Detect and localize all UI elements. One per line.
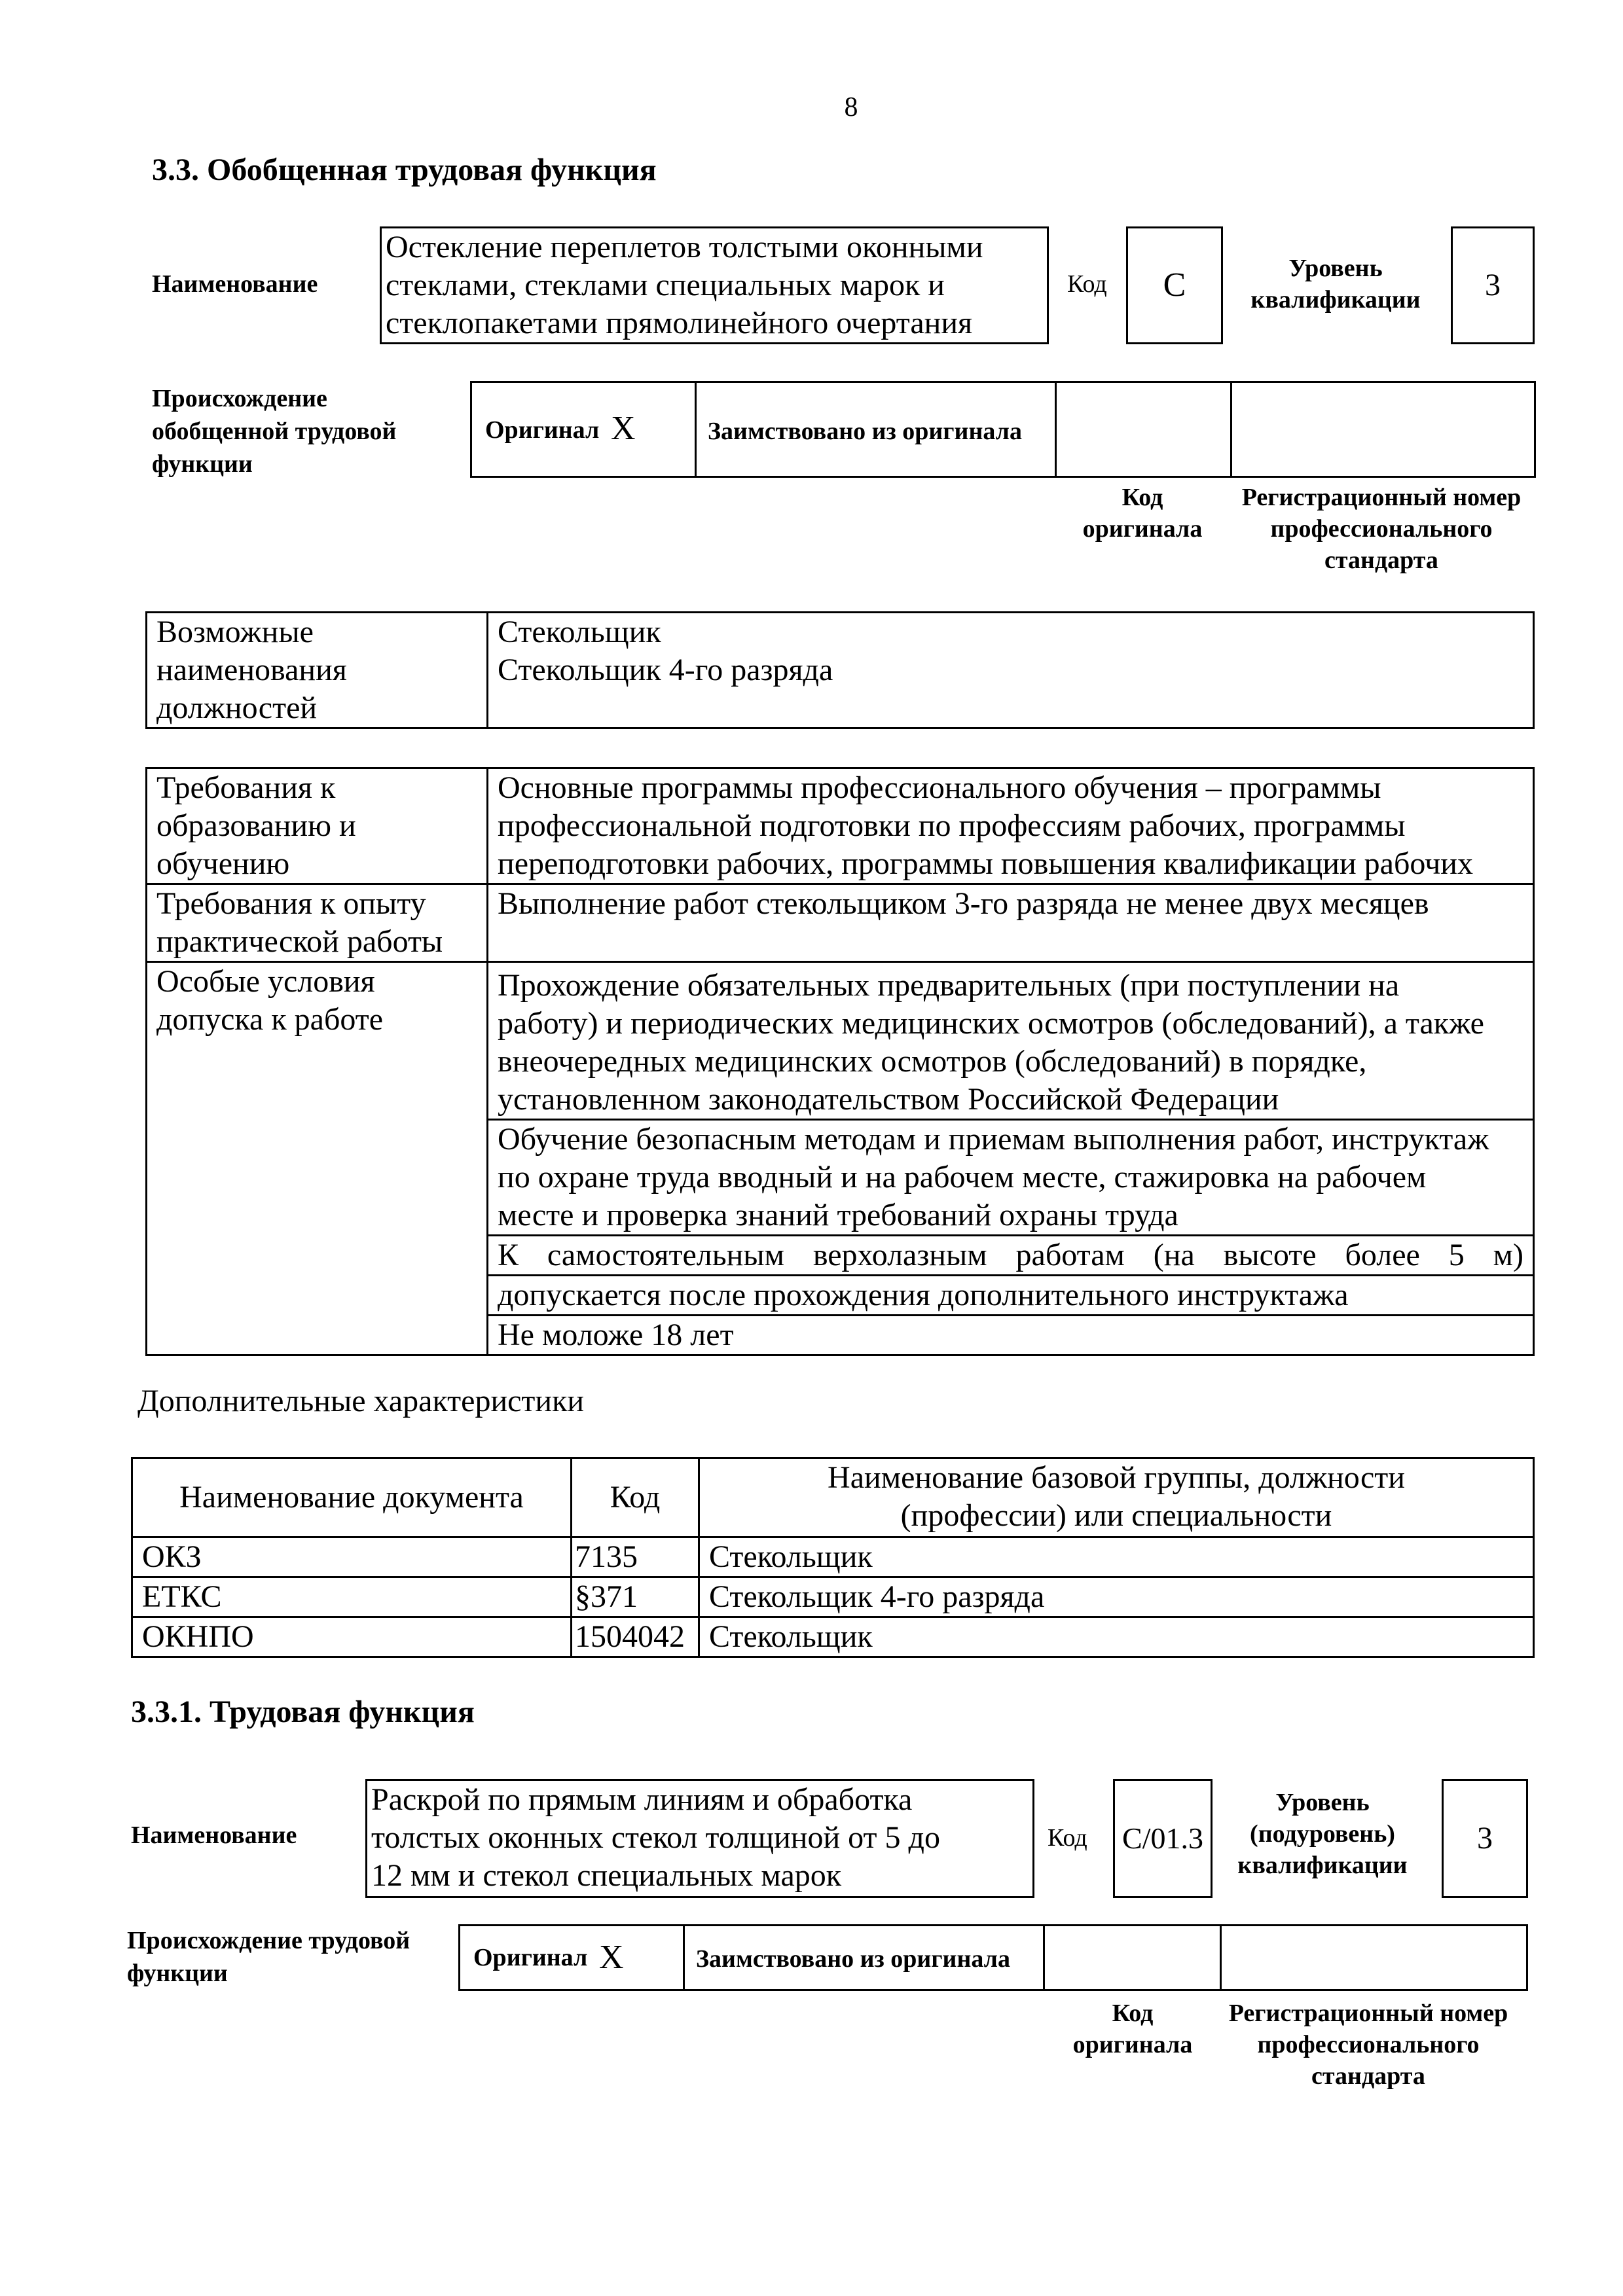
cell-name: Стекольщик [699,1537,1534,1577]
cell-code: 7135 [572,1537,699,1577]
borrowed-label: Заимствовано из оригинала [708,418,1022,445]
level-label-line: квалификации [1250,286,1421,314]
label-line: допуска к работе [156,1002,384,1037]
function-code-original-caption [1041,1998,1224,2060]
caption-line: профессионального [1257,2031,1480,2058]
value-line: допускается после прохождения дополнительного инструктажа [498,1278,1349,1312]
header-line: (профессии) или специальности [900,1498,1332,1533]
special-label [147,962,488,1355]
education-value [488,768,1534,884]
experience-label [147,884,488,962]
position-item: Стекольщик [498,615,661,649]
code-original-caption [1048,482,1237,545]
label-line: Требования к опыту [156,886,426,921]
caption-line: стандарта [1324,547,1438,574]
caption-line: Код [1122,484,1163,511]
level-value: 3 [1451,226,1535,344]
label-line: обучению [156,846,290,881]
additional-table [131,1457,1535,1658]
original-mark: X [599,1939,624,1976]
value-line: внеочередных медицинских осмотров (обследований) в порядке, [498,1044,1367,1079]
special-value [488,1120,1534,1236]
value-line: месте и проверка знаний требований охраны труда [498,1198,1178,1232]
level-label-line: Уровень [1288,255,1383,282]
caption-line: оригинала [1072,2031,1193,2058]
name-value-box [380,226,1049,344]
cell-code: 1504042 [572,1617,699,1657]
caption-line: Регистрационный номер [1228,2000,1508,2027]
caption-line: Код [1112,2000,1154,2027]
divider [1043,1926,1045,1989]
special-value [488,1276,1534,1355]
table-row [147,613,1534,728]
table-row [132,1617,1534,1657]
name-value-line: толстых оконных стекол толщиной от 5 до [371,1820,940,1855]
name-label: Наименование [152,270,318,298]
table-row [132,1577,1534,1617]
divider [683,1926,685,1989]
cell-doc: ЕТКС [132,1577,572,1617]
special-value [488,962,1534,1120]
table-row [132,1537,1534,1577]
function-level-value: 3 [1442,1779,1528,1898]
label-line: Особые условия [156,964,375,999]
divider [1055,383,1057,476]
function-level-label [1224,1787,1421,1881]
divider [1220,1926,1222,1989]
education-label [147,768,488,884]
origin-label-line: Происхождение трудовой [127,1927,410,1954]
value-line: работу) и периодических медицинских осмотров (обследований), а также [498,1006,1484,1041]
cell-name: Стекольщик 4-го разряда [699,1577,1534,1617]
caption-line: профессионального [1270,515,1493,543]
special-value [488,1236,1534,1276]
code-label: Код [1067,270,1107,298]
value-line: Обучение безопасным методам и приемам выполнения работ, инструктаж [498,1122,1489,1157]
cell-doc: ОКЗ [132,1537,572,1577]
origin-label-line: обобщенной трудовой [152,418,397,445]
positions-values [488,613,1534,728]
value-line: установленном законодательством Российской Федерации [498,1082,1279,1117]
original-label: Оригинал [473,1944,588,1971]
positions-table [145,611,1535,729]
position-item: Стекольщик 4-го разряда [498,653,833,687]
original-label: Оригинал [485,416,600,444]
origin-label [152,382,396,480]
table-row [147,884,1534,962]
value-line: Прохождение обязательных предварительных (при поступлении на [498,968,1400,1003]
label-line: Возможные [156,615,314,649]
value-line: по охране труда вводный и на рабочем месте, стажировка на рабочем [498,1160,1427,1194]
origin-label-line: функции [152,450,253,478]
caption-line: оригинала [1082,515,1203,543]
name-value-line: стеклопакетами прямолинейного очертания [386,306,973,340]
function-code-label: Код [1048,1824,1087,1852]
col-header-doc: Наименование документа [132,1458,572,1537]
level-label-line: Уровень [1275,1789,1370,1816]
value-line: К самостоятельным верхолазным работам (на высоте более 5 м) [498,1238,1523,1272]
header-line: Наименование базовой группы, должности [828,1460,1405,1495]
level-label [1237,253,1434,315]
section-title: 3.3. Обобщенная трудовая функция [152,152,657,187]
reg-number-caption [1231,482,1532,576]
name-value-line: 12 мм и стекол специальных марок [371,1858,842,1893]
value-line: профессиональной подготовки по профессиям рабочих, программы [498,808,1406,843]
function-name-label: Наименование [131,1821,297,1849]
divider [695,383,697,476]
label-line: образованию и [156,808,356,843]
value-line: переподготовки рабочих, программы повышения квалификации рабочих [498,846,1473,881]
origin-table [470,381,1536,478]
cell-code: §371 [572,1577,699,1617]
name-value-line: стеклами, стеклами специальных марок и [386,268,945,302]
origin-label-line: функции [127,1960,228,1987]
value-line: Основные программы профессионального обучения – программы [498,770,1381,805]
cell-name: Стекольщик [699,1617,1534,1657]
level-label-line: квалификации [1237,1852,1408,1879]
col-header-code: Код [572,1458,699,1537]
code-value: C [1126,226,1223,344]
positions-label [147,613,488,728]
experience-value: Выполнение работ стекольщиком 3-го разряда не менее двух месяцев [488,884,1534,962]
page-number: 8 [844,92,858,122]
original-mark: X [611,410,636,447]
origin-label-line: Происхождение [152,385,327,412]
function-name-value-box [365,1779,1034,1898]
level-label-line: (подуровень) [1250,1820,1395,1848]
caption-line: стандарта [1311,2062,1425,2090]
cell-doc: ОКНПО [132,1617,572,1657]
divider [1230,383,1232,476]
label-line: наименования [156,653,347,687]
col-header-name [699,1458,1534,1537]
function-origin-label [127,1924,410,1990]
table-row [147,962,1534,1120]
function-reg-number-caption [1218,1998,1519,2092]
table-row [147,768,1534,884]
borrowed-label: Заимствовано из оригинала [696,1945,1010,1973]
value-line: Не моложе 18 лет [488,1314,1533,1354]
label-line: Требования к [156,770,336,805]
label-line: практической работы [156,924,443,959]
requirements-table [145,767,1535,1356]
label-line: должностей [156,691,318,725]
function-code-value: C/01.3 [1113,1779,1213,1898]
caption-line: Регистрационный номер [1241,484,1522,511]
function-title: 3.3.1. Трудовая функция [131,1695,475,1729]
additional-title: Дополнительные характеристики [137,1384,585,1418]
function-origin-table [458,1924,1528,1991]
name-value-line: Остекление переплетов толстыми оконными [386,230,983,264]
name-value-line: Раскрой по прямым линиям и обработка [371,1782,913,1817]
table-row [132,1458,1534,1537]
